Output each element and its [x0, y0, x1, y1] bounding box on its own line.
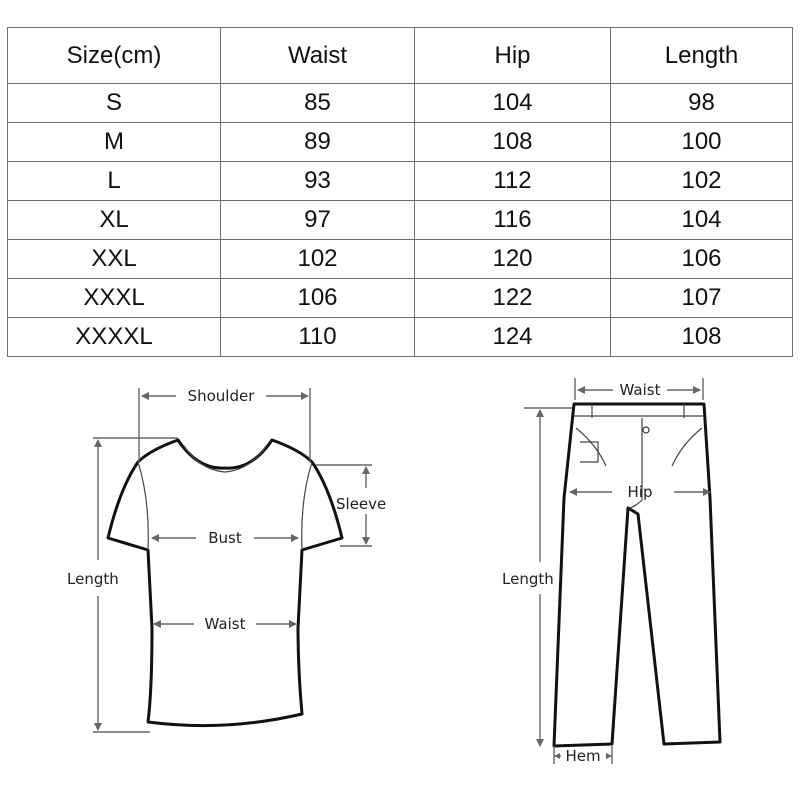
pants-drawing — [420, 370, 800, 790]
size-chart-table — [7, 27, 793, 357]
cell-length: 98 — [611, 84, 793, 123]
length-label: Length — [67, 570, 119, 588]
bust-label: Bust — [208, 529, 242, 547]
arrow-left-icon — [151, 534, 159, 542]
cell-waist: 93 — [221, 162, 415, 201]
arrow-left-icon — [141, 392, 149, 400]
header-hip: Hip — [415, 28, 611, 84]
table-row — [8, 279, 793, 318]
cell-size: M — [8, 123, 221, 162]
table-row — [8, 84, 793, 123]
cell-length: 102 — [611, 162, 793, 201]
button-icon — [643, 427, 649, 433]
cell-hip: 122 — [415, 279, 611, 318]
cell-hip: 104 — [415, 84, 611, 123]
arrow-right-icon — [291, 534, 299, 542]
arrow-down-icon — [362, 537, 370, 545]
waist-label: Waist — [619, 381, 661, 399]
arrow-right-icon — [289, 620, 297, 628]
header-waist: Waist — [221, 28, 415, 84]
cell-size: XXXXL — [8, 318, 221, 357]
header-length: Length — [611, 28, 793, 84]
cell-hip: 120 — [415, 240, 611, 279]
cell-length: 108 — [611, 318, 793, 357]
cell-size: S — [8, 84, 221, 123]
cell-size: XL — [8, 201, 221, 240]
cell-hip: 116 — [415, 201, 611, 240]
cell-waist: 102 — [221, 240, 415, 279]
table-row — [8, 240, 793, 279]
arrow-right-icon — [606, 753, 612, 759]
pants-diagram — [420, 370, 800, 790]
length-label: Length — [502, 570, 554, 588]
table-row — [8, 201, 793, 240]
shoulder-label: Shoulder — [187, 387, 255, 405]
arrow-down-icon — [536, 739, 544, 747]
cell-length: 106 — [611, 240, 793, 279]
coin-pocket — [580, 442, 598, 462]
cell-size: L — [8, 162, 221, 201]
hip-label: Hip — [627, 483, 653, 501]
cell-waist: 89 — [221, 123, 415, 162]
header-size: Size(cm) — [8, 28, 221, 84]
waist-label: Waist — [204, 615, 246, 633]
pocket-left — [576, 428, 606, 466]
table-row — [8, 318, 793, 357]
tshirt-drawing — [0, 370, 420, 790]
cell-waist: 85 — [221, 84, 415, 123]
arrow-left-icon — [153, 620, 161, 628]
cell-length: 100 — [611, 123, 793, 162]
cell-length: 107 — [611, 279, 793, 318]
arrow-right-icon — [301, 392, 309, 400]
sleeve-seam-right — [302, 462, 312, 550]
cell-waist: 110 — [221, 318, 415, 357]
cell-length: 104 — [611, 201, 793, 240]
cell-waist: 97 — [221, 201, 415, 240]
pocket-right — [672, 428, 702, 466]
table-row — [8, 162, 793, 201]
hem-label: Hem — [565, 747, 601, 765]
cell-hip: 124 — [415, 318, 611, 357]
table-header-row — [8, 28, 793, 84]
table-row — [8, 123, 793, 162]
arrow-up-icon — [362, 466, 370, 474]
arrow-up-icon — [536, 409, 544, 417]
arrow-right-icon — [693, 386, 701, 394]
cell-waist: 106 — [221, 279, 415, 318]
arrow-up-icon — [94, 439, 102, 447]
cell-hip: 108 — [415, 123, 611, 162]
sleeve-label: Sleeve — [336, 495, 387, 513]
tshirt-diagram — [0, 370, 420, 790]
arrow-down-icon — [94, 723, 102, 731]
arrow-left-icon — [577, 386, 585, 394]
pants-outline — [554, 404, 720, 746]
arrow-left-icon — [569, 488, 577, 496]
cell-hip: 112 — [415, 162, 611, 201]
arrow-left-icon — [554, 753, 560, 759]
cell-size: XXXL — [8, 279, 221, 318]
sleeve-seam-left — [138, 462, 148, 550]
cell-size: XXL — [8, 240, 221, 279]
